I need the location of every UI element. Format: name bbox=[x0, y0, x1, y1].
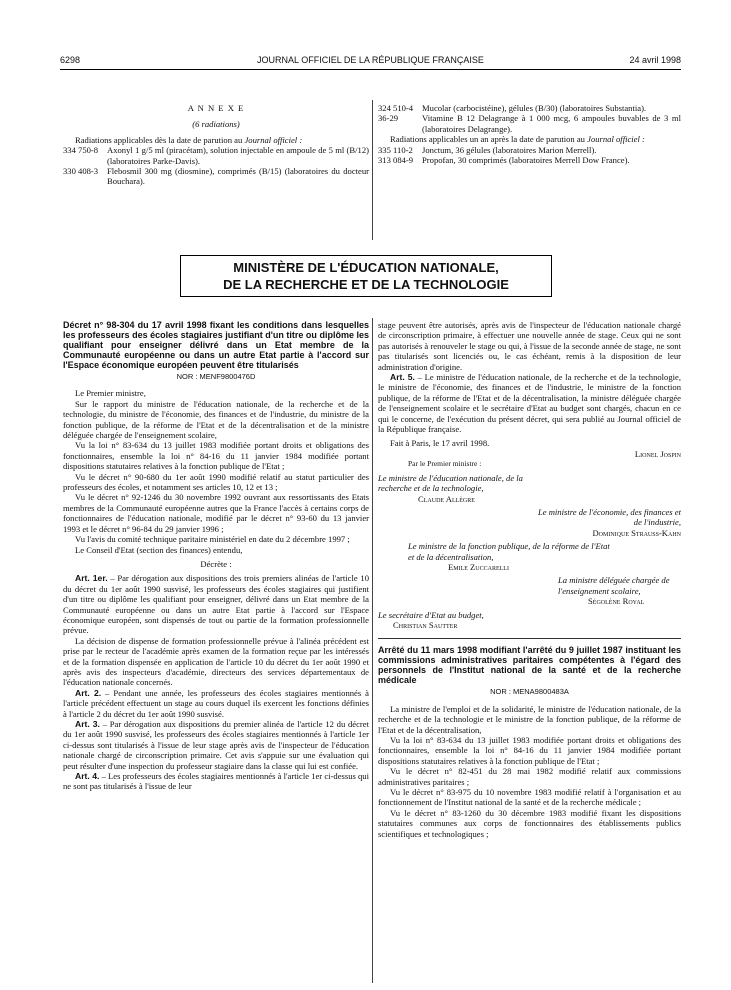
pm-signature: Lionel Jospin bbox=[634, 448, 681, 459]
decret-nor: NOR : MENF9800476D bbox=[176, 372, 256, 381]
article-4: Art. 4. – Les professeurs des écoles stagiaires mentionnés à l'article 1er ci-dessus qui ne sont pas titularisés à l'issue de leur bbox=[63, 771, 369, 792]
entry-code: 36-29 bbox=[378, 113, 399, 124]
par-le-premier-ministre: Par le Premier ministre : bbox=[408, 459, 482, 469]
entry-text: Propofan, 30 comprimés (laboratoires Merrell Dow France). bbox=[422, 155, 630, 166]
decrete-label: Décrète : bbox=[200, 558, 232, 569]
annexe-entry bbox=[378, 155, 681, 165]
decret-visa: Vu le décret n° 92-1246 du 30 novembre 1992 ouvrant aux ressortissants des Etats membres de la Communauté européenne autres que la France l'accès à certains corps de fonctionnaires de l'éducation nationale, modifié par le décret n° 93-60 du 13 janvier 1993 et le décret n° 96-84 du 29 janvier 1996 ; bbox=[63, 492, 369, 534]
ministry-heading bbox=[180, 255, 552, 297]
annexe-entry bbox=[378, 145, 681, 155]
annexe-entry bbox=[378, 103, 681, 113]
entry-code: 335 110-2 bbox=[378, 144, 413, 155]
annexe-subtitle: (6 radiations) bbox=[192, 119, 240, 130]
section-rule bbox=[378, 638, 681, 639]
arrete-paragraph: Vu le décret n° 83-975 du 10 novembre 1983 modifié relatif à l'organisation et au fonctionnement de l'Institut national de la santé et de la recherche médicale ; bbox=[378, 787, 681, 808]
entry-code: 334 750-8 bbox=[63, 145, 99, 156]
fait-a-paris: Fait à Paris, le 17 avril 1998. bbox=[390, 438, 490, 449]
column-divider-top bbox=[372, 100, 373, 240]
decret-visa: Vu l'avis du comité technique paritaire ministériel en date du 2 décembre 1997 ; bbox=[75, 534, 350, 545]
article-3: Art. 3. – Par dérogation aux dispositions du premier alinéa de l'article 12 du décret du 1er août 1990 susvisé, les professeurs des écoles stagiaires mentionnés à l'article 1er ci-dessus sont titularisés à l'issue de leur stage après avis de l'inspecteur de l'éducation nationale chargé de circonscription primaire. Cet avis s'appuie sur une évaluation qui peut résulter d'une inspection du professeur stagiaire dans la classe qui lui est confiée. bbox=[63, 719, 369, 771]
arrete-title: Arrêté du 11 mars 1998 modifiant l'arrêté du 9 juillet 1987 instituant les commissions administratives paritaires compétentes à l'égard des personnels de l'Institut national de la santé et de la recherche médicale bbox=[378, 645, 681, 686]
ministry-line-1: MINISTÈRE DE L'ÉDUCATION NATIONALE, bbox=[233, 260, 499, 275]
annexe-intro-delayed: Radiations applicables un an après la date de parution au Journal officiel : bbox=[390, 134, 645, 145]
article-1: Art. 1er. – Par dérogation aux dispositions des trois premiers alinéas de l'article 10 du décret du 1er août 1990 susvisé, les professeurs des écoles stagiaires qui justifient d'un titre ou diplôme les qualifiant pour enseigner, délivré dans un Etat membre de la Communauté européenne ou dans un autre Etat partie à l'accord sur l'Espace économique européen, sont dispensés de tout ou partie de la formation professionnelle prévue. bbox=[63, 573, 369, 636]
entry-code: 330 408-3 bbox=[63, 166, 99, 177]
arrete-paragraph: Vu le décret n° 82-451 du 28 mai 1982 modifié relatif aux commissions administratives paritaires ; bbox=[378, 766, 681, 787]
annexe-entry bbox=[378, 113, 681, 134]
page-number: 6298 bbox=[60, 55, 81, 65]
decret-visa: Vu la loi n° 83-634 du 13 juillet 1983 modifiée portant droits et obligations des fonctionnaires, ensemble la loi n° 84-16 du 11 janvier 1984 modifiée portant dispositions statutaires relatives à la fonction publique de l'Etat ; bbox=[63, 440, 369, 472]
decret-column-right bbox=[378, 320, 681, 839]
annexe-right bbox=[378, 103, 681, 165]
entry-text: Flebosmil 300 mg (diosmine), comprimés (B/15) (laboratoires du docteur Bouchara). bbox=[107, 166, 369, 187]
annexe-intro-immediate: Radiations applicables dès la date de parution au Journal officiel : bbox=[75, 134, 303, 145]
signature-1: Le ministre de l'éducation nationale, de la recherche et de la technologie, Claude Allègre bbox=[378, 472, 523, 504]
page-header bbox=[60, 55, 681, 70]
arrete-paragraph: Vu la loi n° 83-634 du 13 juillet 1983 modifiée portant droits et obligations des fonctionnaires, ensemble la loi n° 84-16 du 11 janvier 1984 modifiée portant dispositions statutaires relatives à la fonction publique de l'Etat ; bbox=[378, 735, 681, 766]
article-5: Art. 5. – Le ministre de l'éducation nationale, de la recherche et de la technologie, le ministre de l'économie, des finances et de l'industrie, le ministre de la fonction publique, de la réforme de l'Etat et de la décentralisation, la ministre déléguée chargée de l'enseignement scolaire et le secrétaire d'Etat au budget sont chargés, chacun en ce qui le concerne, de l'exécution du présent décret, qui sera publié au Journal officiel de la République française. bbox=[378, 372, 681, 435]
journal-title: JOURNAL OFFICIEL DE LA RÉPUBLIQUE FRANÇAISE bbox=[257, 55, 484, 65]
article-4-continued: stage peuvent être autorisés, après avis de l'inspecteur de l'éducation nationale chargé de circonscription primaire, à effectuer une nouvelle année de stage. Ceux qui ne sont pas autorisés à renouveler le stage ou qui, à l'issue de la seconde année de stage, ne sont pas titularisés sont licenciés ou, le cas échéant, remis à la disposition de leur administration d'origine. bbox=[378, 320, 681, 372]
annexe-left bbox=[63, 103, 369, 187]
signature-3: Le ministre de la fonction publique, de la réforme de l'Etat et de la décentralisation, Emile Zuccarelli bbox=[408, 541, 610, 572]
entry-code: 324 510-4 bbox=[378, 103, 414, 113]
arrete-paragraph: Vu le décret n° 83-1260 du 30 décembre 1983 modifié fixant les dispositions statutaires communes aux corps de fonctionnaires des établissements publics scientifiques et technologiques ; bbox=[378, 807, 681, 839]
decret-title: Décret n° 98-304 du 17 avril 1998 fixant les conditions dans lesquelles les professeurs des écoles stagiaires justifiant d'un titre ou diplôme les qualifiant pour enseigner délivré dans un Etat membre de la Communauté européenne ou dans un autre Etat partie à l'accord sur l'Espace économique européen peuvent être titularisés bbox=[63, 320, 369, 370]
signature-2: Le ministre de l'économie, des finances et de l'industrie, Dominique Strauss-Kahn bbox=[537, 506, 681, 538]
decret-premier: Le Premier ministre, bbox=[75, 388, 146, 399]
annexe-title: A N N E X E bbox=[187, 103, 245, 113]
entry-text: Mucolar (carbocistéine), gélules (B/30) (laboratoires Substantia). bbox=[422, 103, 647, 113]
decret-column-left bbox=[63, 320, 369, 792]
annexe-entry bbox=[63, 145, 369, 166]
signature-5: Le secrétaire d'Etat au budget, Christian Sautter bbox=[378, 609, 484, 630]
signature-4: La ministre déléguée chargée de l'enseignement scolaire, Ségolène Royal bbox=[558, 575, 670, 607]
entry-text: Axonyl 1 g/5 ml (piracétam), solution injectable en ampoule de 5 ml (B/12) (laboratoires Parke-Davis). bbox=[107, 145, 369, 166]
decret-visa: Vu le décret n° 90-680 du 1er août 1990 modifié relatif au statut particulier des professeurs des écoles, et notamment ses articles 10, 12 et 13 ; bbox=[63, 471, 369, 493]
decret-visa: Le Conseil d'Etat (section des finances) entendu, bbox=[75, 544, 243, 555]
article-1-para-2: La décision de dispense de formation professionnelle prévue à l'alinéa précédent est prise par le recteur de l'académie après examen de la formation reçue par les intéressés et de la formation dispensée en application de l'article 10 du décret du 1er août 1990 et après avis des inspecteurs d'académie, directeurs des services départementaux de l'éducation nationale concernés. bbox=[63, 635, 369, 688]
entry-text: Vitamine B 12 Delagrange à 1 000 mcg, 6 ampoules buvables de 3 ml (laboratoires Delagrange). bbox=[422, 113, 681, 134]
annexe-entry bbox=[63, 166, 369, 187]
arrete-paragraph: La ministre de l'emploi et de la solidarité, le ministre de l'éducation nationale, de la recherche et de la technologie et le ministre de la fonction publique, de la réforme de l'Etat et de la décentralisation, bbox=[378, 703, 681, 735]
article-2: Art. 2. – Pendant une année, les professeurs des écoles stagiaires mentionnés à l'article précédent effectuent un stage au cours duquel ils exercent les fonctions définies à l'article 2 du décret du 1er août 1990 susvisé. bbox=[63, 687, 369, 719]
ministry-line-2: DE LA RECHERCHE ET DE LA TECHNOLOGIE bbox=[223, 277, 509, 292]
decret-visa: Sur le rapport du ministre de l'éducation nationale, de la recherche et de la technologie, du ministre de l'économie, des finances et de l'industrie, du ministre de la fonction publique, de la réforme de l'Etat et de la décentralisation et de la ministre déléguée chargée de l'enseignement scolaire, bbox=[63, 398, 369, 441]
issue-date: 24 avril 1998 bbox=[629, 55, 681, 65]
entry-text: Jonctum, 36 gélules (laboratoires Marion Merrell). bbox=[422, 144, 597, 155]
entry-code: 313 084-9 bbox=[378, 155, 414, 166]
column-divider bbox=[372, 318, 373, 983]
arrete-nor: NOR : MENA9800483A bbox=[490, 687, 569, 697]
